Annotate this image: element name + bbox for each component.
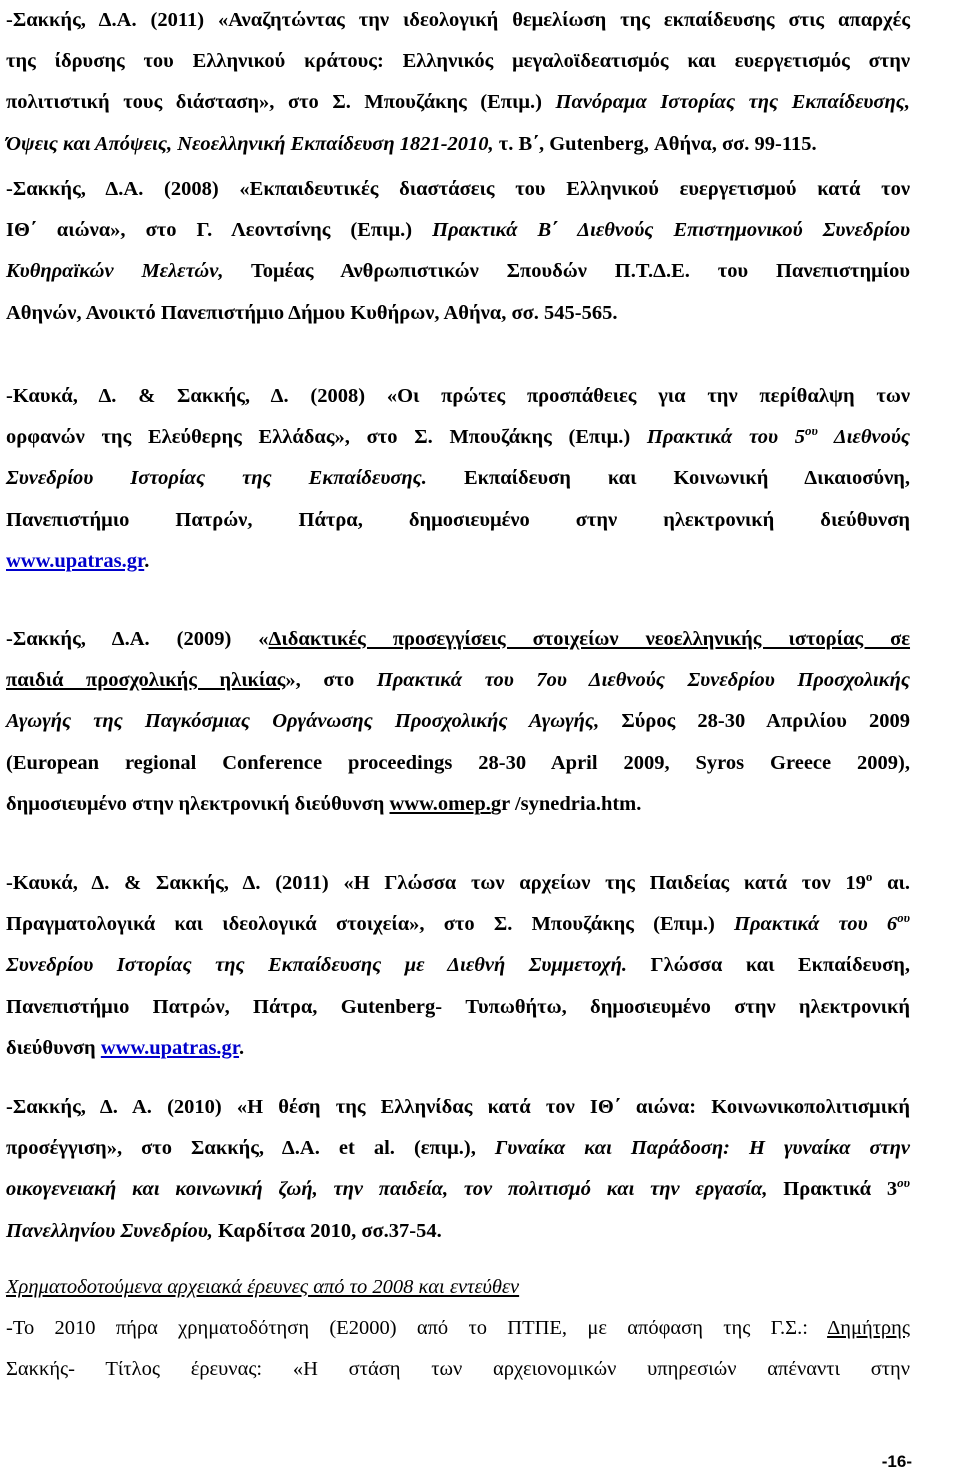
reference-entry	[6, 1087, 910, 1252]
omep-link[interactable]: www.omep.	[389, 792, 491, 815]
text-run: -Καυκά, Δ. & Σακκής, Δ. (2011) «Η Γλώσσα των αρχείων της Παιδείας κατά τον 19	[6, 872, 866, 894]
upatras-link[interactable]: www.upatras.gr	[100, 1036, 240, 1059]
text-run: gr /synedria.htm.	[490, 792, 642, 815]
text-run: προσέγγιση», στο Σακκής, Δ.Α. et al. (επιμ.),	[6, 1137, 495, 1160]
text-run: δημοσιευμένο στην ηλεκτρονική διεύθυνση	[6, 792, 390, 815]
upatras-link[interactable]: www.upatras.gr	[6, 549, 145, 572]
text-line: της ίδρυσης του Ελληνικού κράτους: Ελληνικός μεγαλοϊδεατισμός και ευεργετισμός στην	[6, 50, 910, 73]
reference-entry	[6, 0, 910, 165]
person-name: Δημήτρης	[827, 1317, 910, 1339]
book-title: οικογενειακή και κοινωνική ζωή, την παιδεία, τον πολιτισμό και την εργασία,	[6, 1178, 768, 1201]
section-heading	[6, 1267, 910, 1308]
book-title: Γυναίκα και Παράδοση: Η γυναίκα στην	[494, 1137, 911, 1160]
text-line	[6, 82, 910, 123]
text-line	[6, 210, 910, 251]
reference-entry	[6, 376, 910, 582]
text-line: -Σακκής, Δ.Α. (2011) «Αναζητώντας την ιδεολογική θεμελίωση της εκπαίδευσης στις απαρχές	[6, 9, 910, 31]
text-line: -Σακκής, Δ. Α. (2010) «Η θέση της Ελληνίδας κατά τον ΙΘ΄ αιώνα: Κοινωνικοπολιτισμική	[6, 1096, 910, 1118]
text-run: τ. Β΄, Gutenberg, Αθήνα, σσ. 99-115.	[493, 132, 817, 155]
text-run: Γλώσσα και Εκπαίδευση,	[627, 954, 910, 977]
text-run: πολιτιστική τους διάσταση», στο Σ. Μπουζάκης (Επιμ.)	[6, 91, 556, 114]
text-run: ΙΘ΄ αιώνα», στο Γ. Λεοντσίνης (Επιμ.)	[6, 219, 433, 242]
text-run: αι.	[872, 872, 910, 894]
proceedings-title: Συνεδρίου Ιστορίας της Εκπαίδευσης με Διεθνή Συμμετοχή.	[6, 954, 628, 977]
article-title: Διδακτικές προσεγγίσεις στοιχείων νεοελληνικής ιστορίας σε	[268, 628, 911, 650]
book-title: Πανόραμα Ιστορίας της Εκπαίδευσης,	[555, 91, 910, 114]
text-line	[6, 660, 910, 701]
text-line: (European regional Conference proceedings 28-30 April 2009, Syros Greece 2009),	[6, 751, 910, 774]
text-run: Πρακτικά $3^{o\upsilon}$	[767, 1175, 910, 1201]
ordinal-superscript: ο	[865, 869, 873, 885]
ordinal-superscript: ου	[897, 910, 910, 926]
text-line	[6, 619, 910, 660]
text-run: Εκπαίδευση και Κοινωνική Δικαιοσύνη,	[426, 467, 910, 490]
text-line	[6, 863, 910, 904]
proceedings-title: Κυθηραϊκών Μελετών,	[6, 260, 224, 283]
text-line	[6, 784, 910, 825]
text-line	[6, 1169, 910, 1210]
text-run: -Σακκής, Δ.Α. (2009) «	[6, 628, 269, 650]
text-line	[6, 458, 910, 499]
section-heading-text: Χρηματοδοτούμενα αρχειακά έρευνες από το 2008 και εντεύθεν	[6, 1276, 520, 1298]
text-run: ορφανών της Ελεύθερης Ελλάδας», στο Σ. Μπουζάκης (Επιμ.)	[6, 426, 647, 449]
proceedings-title: Πρακτικά του $5^{o\upsilon}$ Διεθνούς	[646, 423, 910, 449]
reference-entry	[6, 169, 910, 334]
text-run: Καρδίτσα 2010, σσ.37-54.	[212, 1219, 442, 1242]
text-line	[6, 124, 910, 165]
text-line: Αθηνών, Ανοικτό Πανεπιστήμιο Δήμου Κυθήρων, Αθήνα, σσ. 545-565.	[6, 301, 618, 324]
text-line: Σακκής- Τίτλος έρευνας: «Η στάση των αρχειονομικών υπηρεσιών απέναντι στην	[6, 1358, 910, 1381]
text-line	[6, 904, 910, 945]
proceedings-title: Αγωγής της Παγκόσμιας Οργάνωσης Προσχολικής Αγωγής,	[6, 710, 600, 733]
ordinal-superscript: ου	[805, 423, 818, 439]
text-run: .	[239, 1036, 245, 1059]
text-run: -Το 2010 πήρα χρηματοδότηση (Ε2000) από το ΠΤΠΕ, με απόφαση της Γ.Σ.:	[6, 1317, 828, 1339]
reference-entry	[6, 863, 910, 1069]
reference-entry	[6, 619, 910, 825]
text-line: -Σακκής, Δ.Α. (2008) «Εκπαιδευτικές διαστάσεις του Ελληνικού ευεργετισμού κατά τον	[6, 178, 910, 200]
text-line	[6, 701, 910, 742]
text-run: διεύθυνση	[6, 1036, 101, 1059]
proceedings-title: Πρακτικά Β΄ Διεθνούς Επιστημονικού Συνεδρίου	[432, 219, 910, 242]
proceedings-title: Συνεδρίου Ιστορίας της Εκπαίδευσης.	[6, 467, 427, 490]
book-title: Όψεις και Απόψεις, Νεοελληνική Εκπαίδευση 1821-2010,	[6, 132, 494, 155]
text-line	[6, 417, 910, 458]
text-run: .	[144, 549, 150, 572]
proceedings-title: Πρακτικά του $6^{o\upsilon}$	[734, 910, 910, 936]
proceedings-title: Πανελληνίου Συνεδρίου,	[6, 1219, 213, 1242]
text-line	[6, 251, 910, 292]
text-line	[6, 1211, 910, 1252]
funding-entry	[6, 1308, 910, 1390]
text-line	[6, 1028, 910, 1069]
proceedings-title: Πρακτικά του 7ου Διεθνούς Συνεδρίου Προσχολικής	[376, 669, 910, 692]
text-run: », στο	[285, 669, 377, 692]
text-line: Πανεπιστήμιο Πατρών, Πάτρα, δημοσιευμένο στην ηλεκτρονική διεύθυνση	[6, 508, 910, 531]
text-line	[6, 1128, 910, 1169]
text-run: Σύρος 28-30 Απριλίου 2009	[599, 710, 910, 733]
article-title: παιδιά προσχολικής ηλικίας	[6, 669, 286, 692]
text-line: -Καυκά, Δ. & Σακκής, Δ. (2008) «Οι πρώτες προσπάθειες για την περίθαλψη των	[6, 385, 910, 407]
text-run: Τομέας Ανθρωπιστικών Σπουδών Π.Τ.Δ.Ε. του Πανεπιστημίου	[223, 260, 910, 283]
page-number: -16-	[881, 1452, 912, 1471]
text-line	[6, 1308, 910, 1349]
ordinal-superscript: ου	[897, 1175, 910, 1191]
text-line: Πανεπιστήμιο Πατρών, Πάτρα, Gutenberg- Τυπωθήτω, δημοσιευμένο στην ηλεκτρονική	[6, 995, 910, 1018]
text-line	[6, 945, 910, 986]
text-run: Πραγματολογικά και ιδεολογικά στοιχεία», στο Σ. Μπουζάκης (Επιμ.)	[6, 913, 735, 936]
text-line	[6, 541, 910, 582]
